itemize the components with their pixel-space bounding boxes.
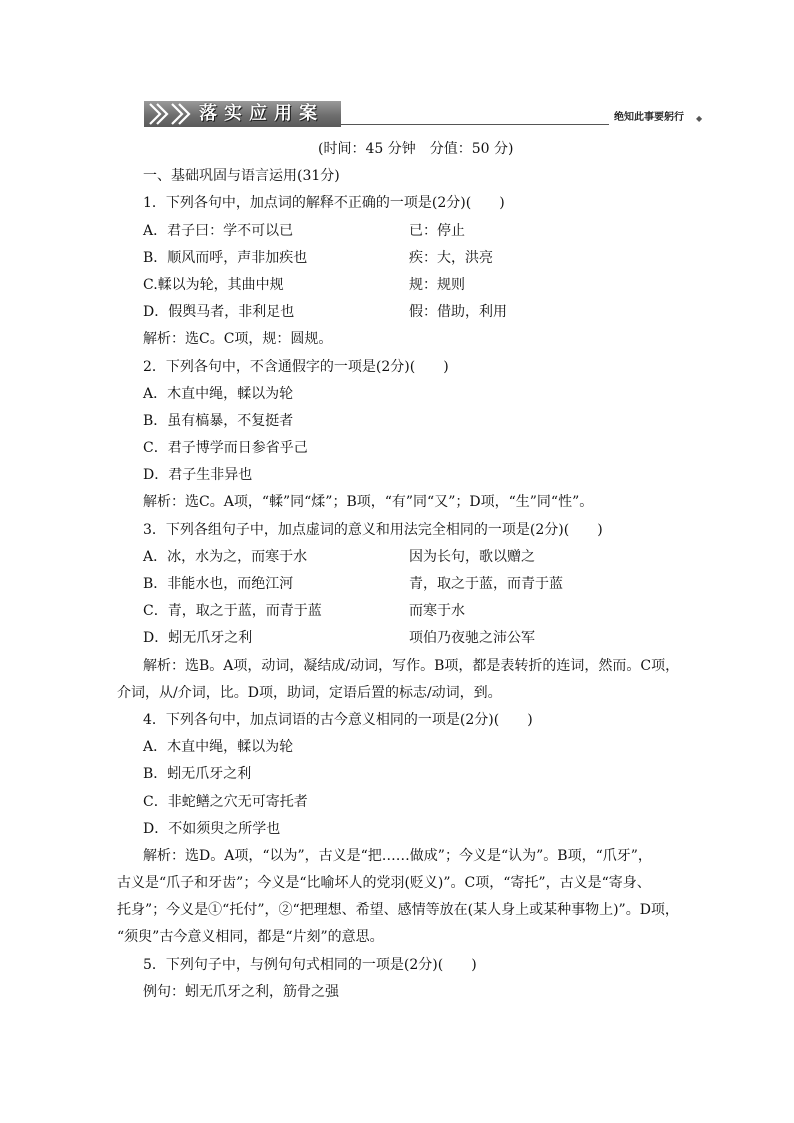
question-stem: 3．下列各组句子中，加点虚词的意义和用法完全相同的一项是(2分)( ) [143,521,603,538]
option-row [117,245,680,272]
option-note: 因为长句，歌以赠之 [409,548,535,565]
option-text: A．木直中绳，輮以为轮 [143,739,294,756]
option-note: 而寒于水 [409,603,465,620]
option-text: D．君子生非异也 [143,467,253,484]
option-text: D．蚓无爪牙之利 [143,630,253,647]
option-text: C．君子博学而日参省乎己 [143,440,308,457]
analysis-line: 解析：选C。C项，规：圆规。 [143,331,333,348]
option-row [117,218,680,245]
header-rule [341,124,609,125]
analysis-line: 介词，从/介词，比。D项，助词，定语后置的标志/动词，到。 [117,684,502,701]
option-text: D．假舆马者，非利足也 [143,304,295,321]
time-score: (时间：45 分钟 分值：50 分) [318,141,514,157]
option-row [117,625,680,652]
option-text: B．顺风而呼，声非加疾也 [143,249,308,266]
section-title: 一、基础巩固与语言运用(31分) [143,168,340,185]
option-note: 疾：大，洪亮 [409,249,493,266]
option-note: 项伯乃夜驰之沛公军 [409,630,535,647]
option-row [117,571,680,598]
analysis-line: 古义是“爪子和牙齿”；今义是“比喻坏人的党羽(贬义)”。C项，“寄托”，古义是“寄身、 [117,875,651,892]
double-chevron-icon [146,101,198,127]
option-text: B．非能水也，而绝江河 [143,576,294,592]
option-row [117,299,680,326]
analysis-line: 解析：选B。A项，动词，凝结成/动词，写作。B项，都是表转折的连词，然而。C项， [143,657,680,674]
option-text: C.輮以为轮，其曲中规 [143,276,284,293]
option-text: B．虽有槁暴，不复挺者 [143,412,294,429]
diamond-icon: ◆ [696,114,703,123]
analysis-line: 托身”；今义是①“托付”，②“把理想、希望、感情等放在(某人身上或某种事物上)”。D项， [117,902,679,919]
option-text: C．非蛇鳝之穴无可寄托者 [143,793,308,810]
header-tagline: 绝知此事要躬行 [614,112,684,123]
option-note: 假：借助，利用 [409,304,507,321]
analysis-line: 解析：选D。A项，“以为”，古义是“把……做成”；今义是“认为”。B项，“爪牙”， [143,847,652,864]
question-stem: 2．下列各句中，不含通假字的一项是(2分)( ) [143,358,449,375]
option-note: 规：规则 [409,276,465,293]
option-text: A．君子曰：学不可以已 [143,222,294,239]
analysis-line: 解析：选C。A项，“輮”同“煣”；B项，“有”同“又”；D项，“生”同“性”。 [143,494,594,511]
question-stem: 4．下列各句中，加点词语的古今意义相同的一项是(2分)( ) [143,711,533,728]
option-row [117,544,680,571]
section-banner [144,101,341,127]
question-stem: 1．下列各句中，加点词的解释不正确的一项是(2分)( ) [143,195,505,212]
option-row [117,272,680,299]
option-text: C．青，取之于蓝，而青于蓝 [143,603,322,620]
option-text: A．木直中绳，輮以为轮 [143,385,294,402]
example-sentence: 例句：蚓无爪牙之利，筋骨之强 [143,983,339,1000]
option-row [117,598,680,625]
option-text: D．不如须臾之所学也 [143,820,281,837]
option-note: 青，取之于蓝，而青于蓝 [409,576,563,592]
option-text: B．蚓无爪牙之利 [143,766,252,783]
option-text: A．冰，水为之，而寒于水 [143,548,308,565]
option-note: 已：停止 [409,222,465,239]
banner-title: 落实应用案 [199,103,324,124]
question-stem: 5．下列句子中，与例句句式相同的一项是(2分)( ) [143,956,477,973]
document-body [117,136,680,1006]
analysis-line: “须臾”古今意义相同，都是“片刻”的意思。 [117,929,384,946]
